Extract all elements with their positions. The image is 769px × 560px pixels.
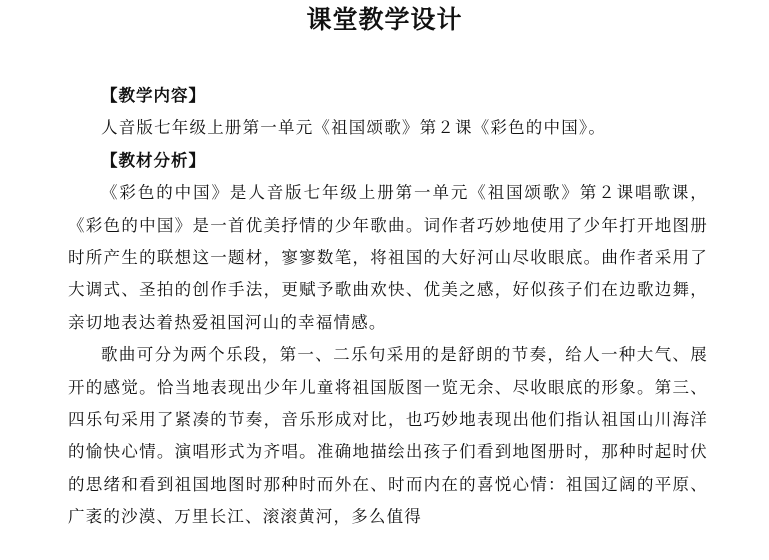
paragraph-teaching-content: 人音版七年级上册第一单元《祖国颂歌》第２课《彩色的中国》。	[101, 118, 607, 138]
document-title: 课堂教学设计	[306, 5, 463, 34]
section-heading-teaching-content: 【教学内容】	[101, 86, 206, 105]
paragraph-material-analysis-1: 《彩色的中国》是人音版七年级上册第一单元《祖国颂歌》第２课唱歌课，《彩色的中国》是一首优美抒情的少年歌曲。词作者巧妙地使用了少年打开地图册时所产生的联想这一题材，寥寥数笔，将祖国的大好河山尽收眼底。曲作者采用了大调式、圣拍的创作手法，更赋予歌曲欢快、优美之感，好似孩子们在边歌边舞，亲切地表达着热爱祖国河山的幸福情感。	[68, 183, 708, 332]
section-heading-material-analysis: 【教材分析】	[101, 150, 206, 170]
document-body	[68, 80, 708, 534]
paragraph-material-analysis-2: 歌曲可分为两个乐段，第一、二乐句采用的是舒朗的节奏，给人一种大气、展开的感觉。恰当地表现出少年儿童将祖国版图一览无余、尽收眼底的形象。第三、四乐句采用了紧凑的节奏，音乐形成对比，也巧妙地表现出他们指认祖国山川海洋的愉快心情。演唱形式为齐唱。准确地描绘出孩子们看到地图册时，那种时起时伏的思绪和看到祖国地图时那种时而外在、时而内在的喜悦心情：祖国辽阔的平原、广袤的沙漠、万里长江、滚滚黄河，多么值得	[68, 345, 708, 527]
